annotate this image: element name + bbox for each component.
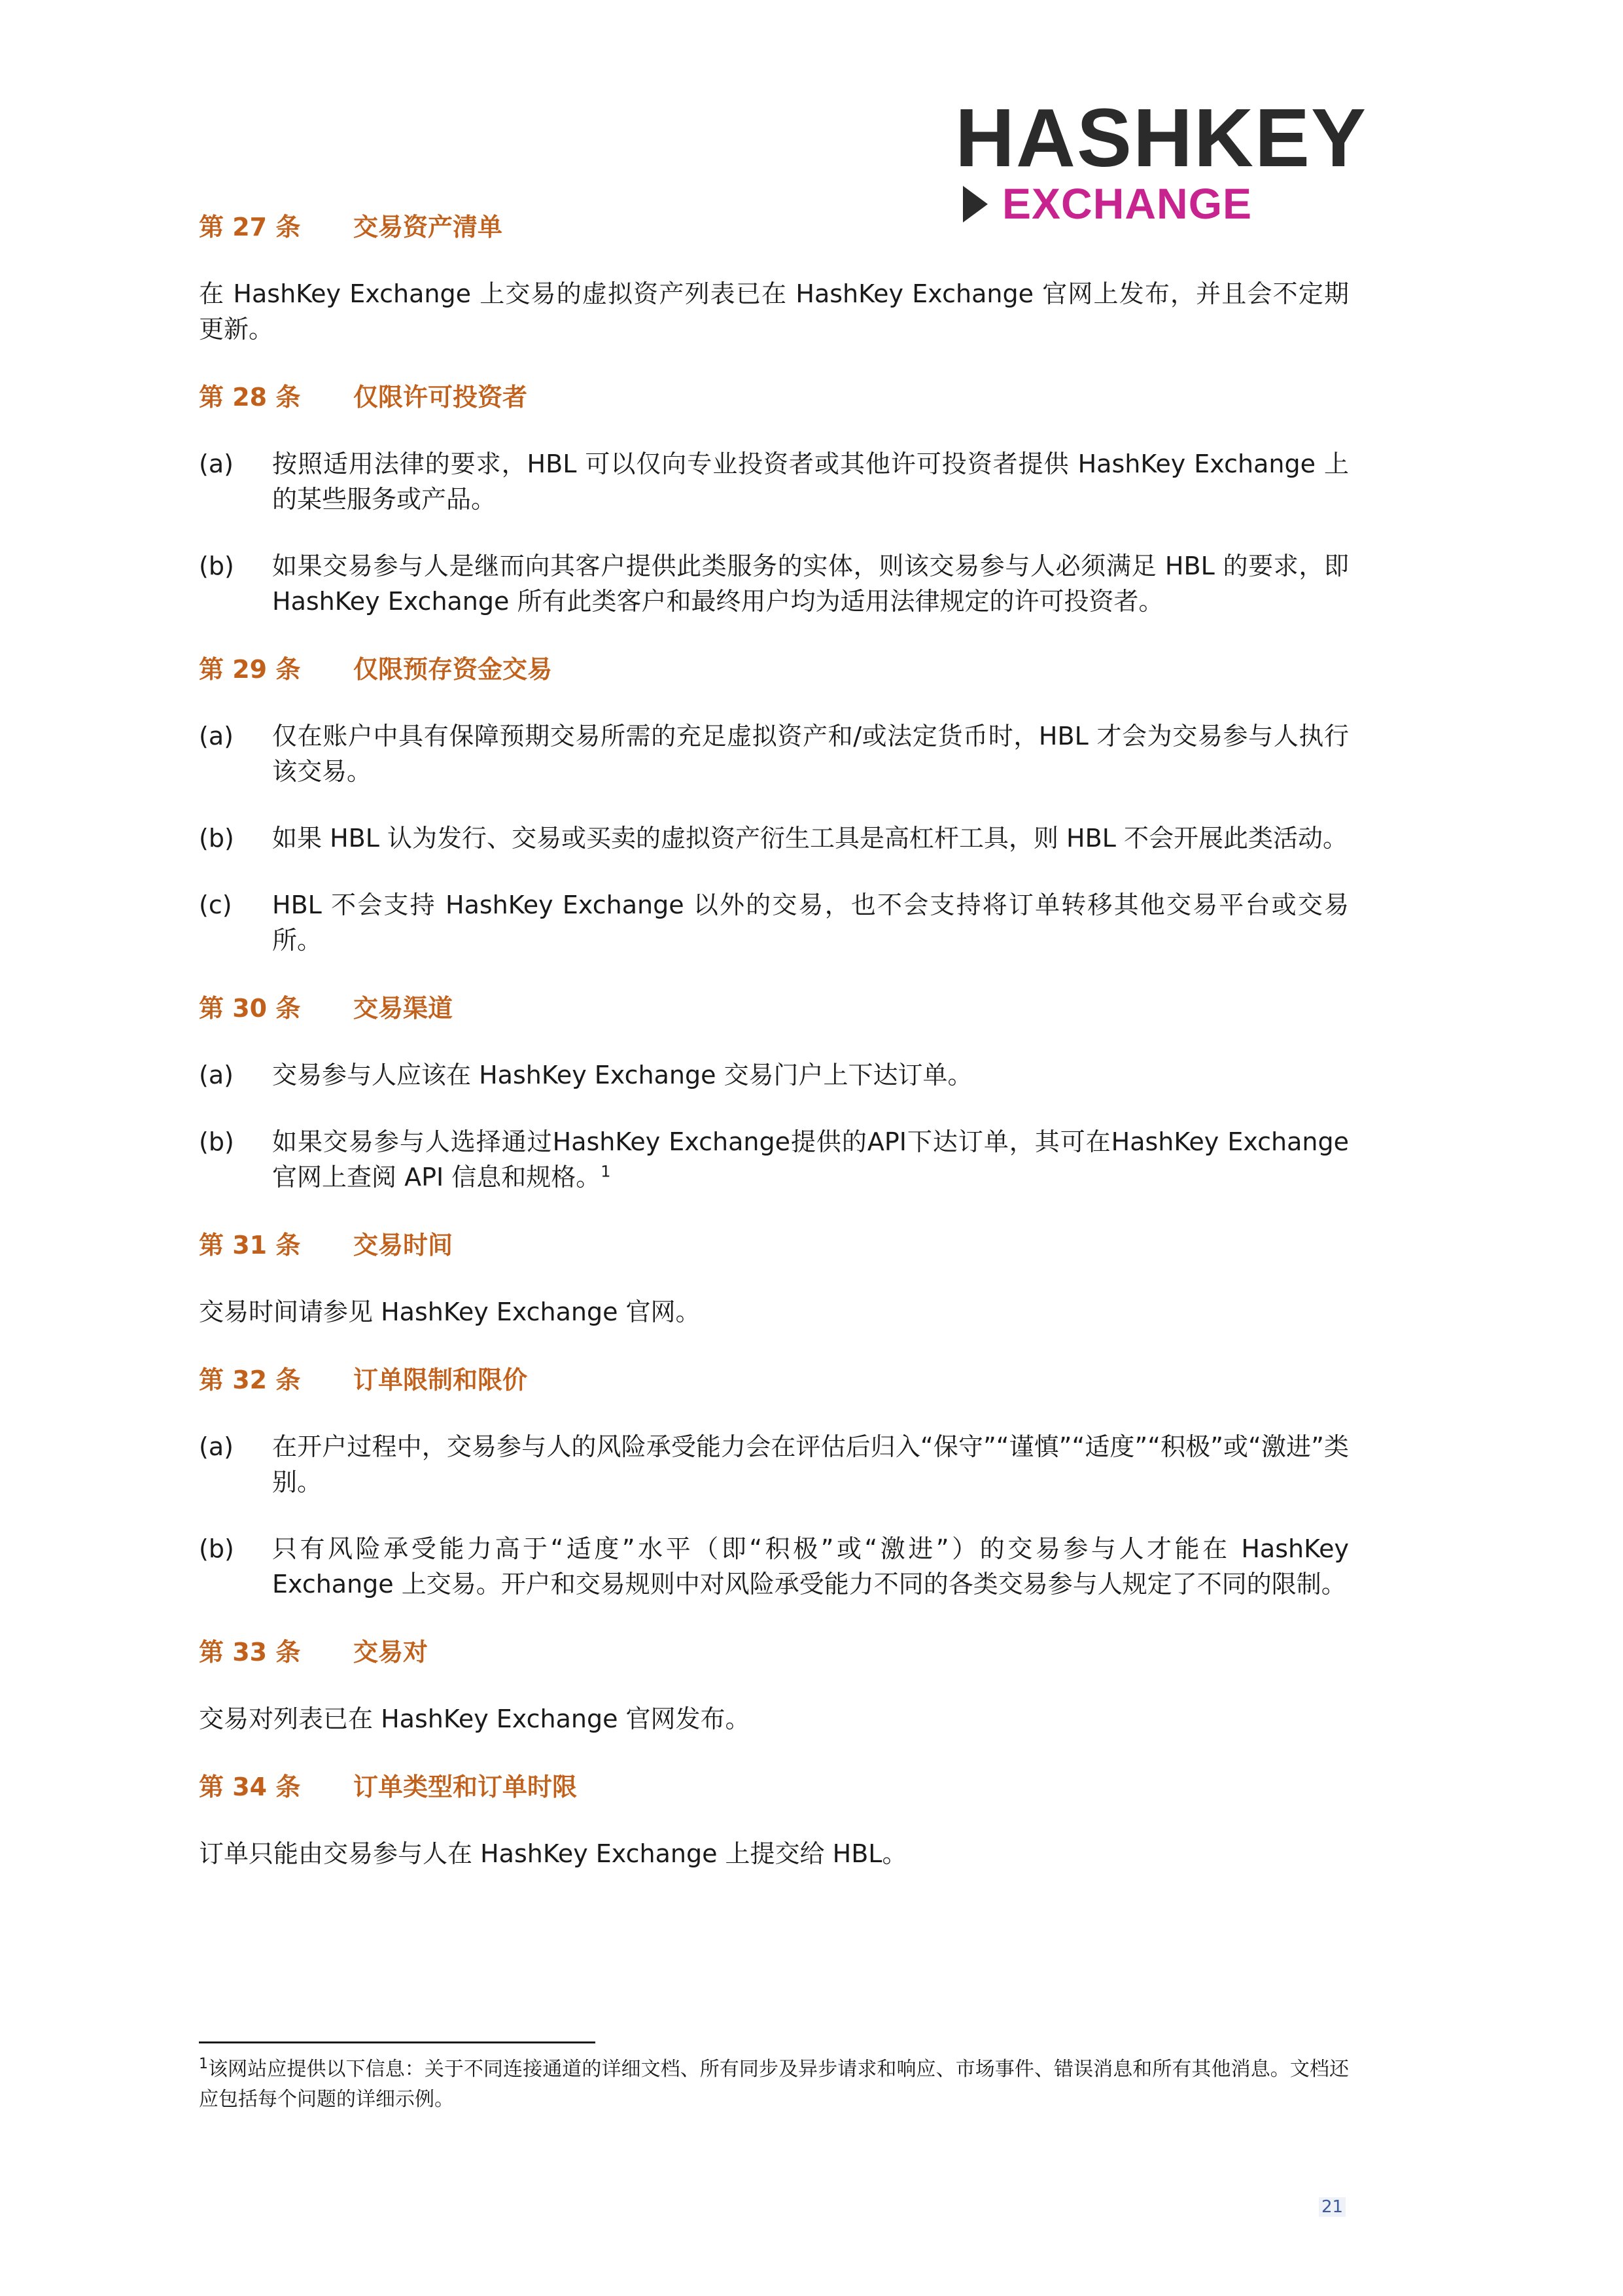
article-heading: 第 32 条 订单限制和限价 [199, 1362, 1349, 1398]
article-heading: 第 27 条 交易资产清单 [199, 209, 1349, 245]
article-heading: 第 34 条 订单类型和订单时限 [199, 1769, 1349, 1805]
article-title: 订单类型和订单时限 [353, 1773, 578, 1801]
article-heading: 第 30 条 交易渠道 [199, 991, 1349, 1026]
hashkey-exchange-logo [955, 92, 1368, 228]
article-title: 交易对 [353, 1638, 428, 1667]
list-item: (a) 按照适用法律的要求，HBL 可以仅向专业投资者或其他许可投资者提供 HashKey Exchange 上的某些服务或产品。 [199, 450, 1349, 514]
paragraph: 交易对列表已在 HashKey Exchange 官网发布。 [199, 1704, 750, 1733]
article-heading: 第 28 条 仅限许可投资者 [199, 380, 1349, 415]
article-title: 交易时间 [353, 1231, 453, 1260]
list-item: (b) 如果交易参与人选择通过HashKey Exchange提供的API下达订单，其可在HashKey Exchange官网上查阅 API 信息和规格。$^1$ [199, 1127, 1349, 1192]
list-item: (a) 交易参与人应该在 HashKey Exchange 交易门户上下达订单。 [199, 1061, 973, 1089]
footnote-ref[interactable]: 1 [601, 1162, 611, 1181]
article-title: 交易资产清单 [353, 213, 503, 241]
paragraph: 在 HashKey Exchange 上交易的虚拟资产列表已在 HashKey Exchange 官网上发布，并且会不定期更新。 [199, 279, 1349, 344]
list-item: (a) 在开户过程中，交易参与人的风险承受能力会在评估后归入“保守”“谨慎”“适度”“积极”或“激进”类别。 [199, 1432, 1349, 1496]
footnote [199, 2055, 1349, 2115]
page-number: 21 [1319, 2197, 1346, 2217]
paragraph: 订单只能由交易参与人在 HashKey Exchange 上提交给 HBL。 [199, 1839, 907, 1868]
document-body [199, 209, 1349, 1903]
paragraph: 交易时间请参见 HashKey Exchange 官网。 [199, 1298, 701, 1326]
article-heading: 第 31 条 交易时间 [199, 1227, 1349, 1263]
article-title: 仅限许可投资者 [353, 383, 528, 412]
article-title: 仅限预存资金交易 [353, 655, 553, 684]
article-heading: 第 29 条 仅限预存资金交易 [199, 652, 1349, 687]
article-title: 订单限制和限价 [353, 1366, 528, 1394]
list-item: (b) 如果交易参与人是继而向其客户提供此类服务的实体，则该交易参与人必须满足 HBL 的要求，即 HashKey Exchange 所有此类客户和最终用户均为适用法律规定的许可投资者。 [199, 552, 1349, 616]
logo-wordmark: HASHKEY [955, 92, 1368, 184]
list-item: (b) 只有风险承受能力高于“适度”水平（即“积极”或“激进”）的交易参与人才能在 HashKey Exchange 上交易。开户和交易规则中对风险承受能力不同的各类交易参与人规定了不同的限制。 [199, 1534, 1349, 1598]
article-title: 交易渠道 [353, 994, 453, 1023]
article-heading: 第 33 条 交易对 [199, 1634, 1349, 1670]
footnote-mark: 1 [199, 2056, 208, 2072]
list-item: (b) 如果 HBL 认为发行、交易或买卖的虚拟资产衍生工具是高杠杆工具，则 HBL 不会开展此类活动。 [199, 824, 1348, 853]
logo-subtitle: EXCHANGE [1002, 179, 1253, 228]
list-item: (c) HBL 不会支持 HashKey Exchange 以外的交易，也不会支持将订单转移其他交易平台或交易所。 [199, 891, 1349, 955]
list-item: (a) 仅在账户中具有保障预期交易所需的充足虚拟资产和/或法定货币时，HBL 才会为交易参与人执行该交易。 [199, 722, 1349, 786]
footnote-text: 该网站应提供以下信息：关于不同连接通道的详细文档、所有同步及异步请求和响应、市场事件、错误消息和所有其他消息。文档还应包括每个问题的详细示例。 [199, 2058, 1349, 2111]
footnote-divider [199, 2041, 595, 2043]
